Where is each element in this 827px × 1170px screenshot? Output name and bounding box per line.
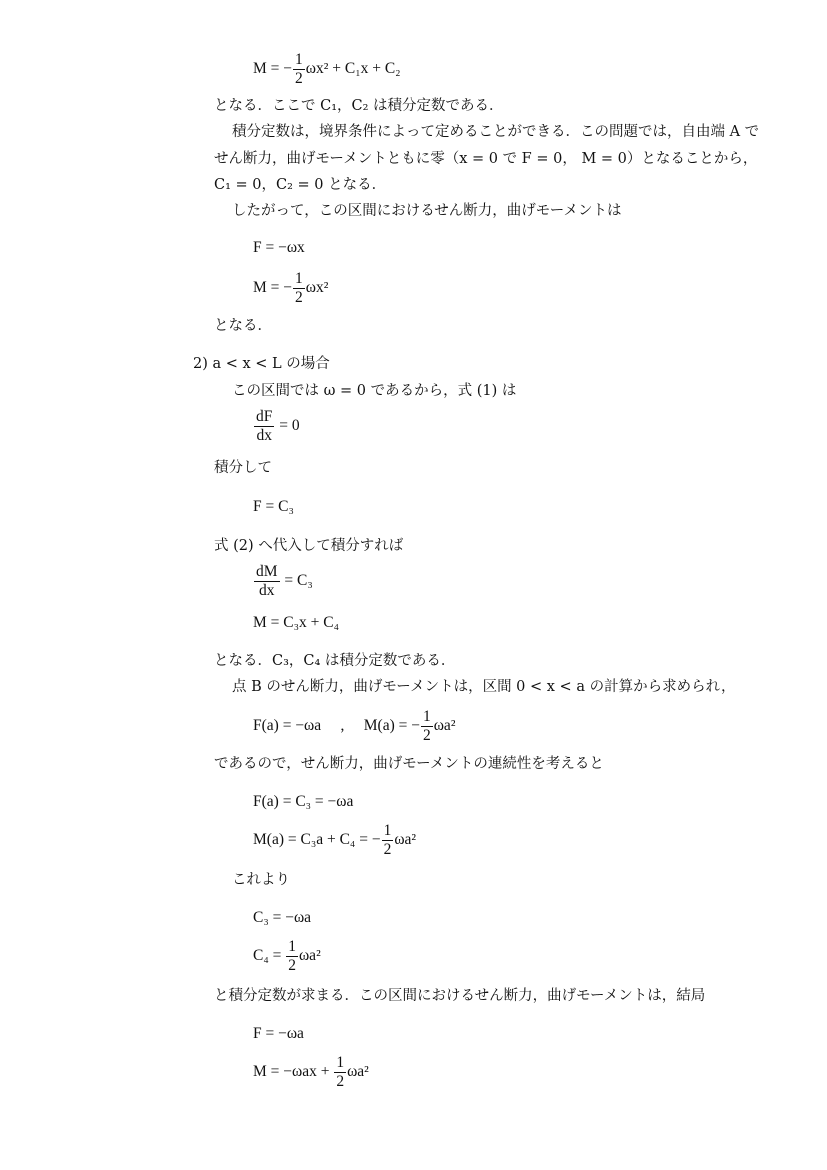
text-line: せん断力，曲げモーメントともに零（x = 0 で F = 0， M = 0）となることから， <box>214 151 758 167</box>
fraction-half: $\frac{1}{2}$ <box>288 938 296 974</box>
text-line: この区間では ω = 0 であるから，式 (1) は <box>232 383 517 399</box>
equation-F-continuity: F(a) = C₃ = −ωa <box>253 793 354 810</box>
fraction-half: $\frac{1}{2}$ <box>295 270 303 306</box>
text-line: と積分定数が求まる．この区間におけるせん断力，曲げモーメントは，結局 <box>214 988 706 1004</box>
fraction-half: $\frac{1}{2}$ <box>422 708 431 744</box>
text-line: これより <box>232 872 290 888</box>
equation-F-C3: F = C₃ <box>253 498 294 515</box>
fraction-half: $\frac{1}{2}$ <box>383 822 392 858</box>
text-line: であるので，せん断力，曲げモーメントの連続性を考えると <box>214 756 604 772</box>
text-line: となる．ここで C₁，C₂ は積分定数である． <box>214 98 504 114</box>
fraction-half: $\frac{1}{2}$ <box>336 1054 345 1090</box>
equation-moment-section2: M = −ωax + $\frac{1}{2}$ ωa² <box>253 1054 369 1090</box>
equation-C4: C₄ = $\frac{1}{2}$ ωa² <box>253 938 321 974</box>
eq-text: M = − <box>253 60 293 77</box>
text-line: となる． <box>214 318 272 334</box>
text-line: 積分定数は，境界条件によって定めることができる．この問題では，自由端 A で <box>232 124 760 140</box>
equation-shear-section2: F = −ωa <box>253 1025 304 1042</box>
equation-C3: C₃ = −ωa <box>253 909 312 926</box>
text-line: 点 B のせん断力，曲げモーメントは，区間 0 < x < a の計算から求められ， <box>232 679 736 695</box>
equation-moment-section1: M = − $\frac{1}{2}$ ωx² <box>253 270 329 306</box>
equation-point-B: F(a) = −ωa , M(a) = − $\frac{1}{2}$ ωa² <box>253 708 456 744</box>
equation-dM-dx: $\frac{dM}{dx}$ = C₃ <box>256 563 313 599</box>
equation-dF-dx: $\frac{dF}{dx}$ = 0 <box>256 408 300 444</box>
text-line: 積分して <box>214 460 272 476</box>
text-line: したがって，この区間におけるせん断力，曲げモーメントは <box>232 203 622 219</box>
text-line: C₁ = 0，C₂ = 0 となる． <box>214 177 387 193</box>
text-line: となる．C₃，C₄ は積分定数である． <box>214 653 456 669</box>
equation-shear-section1: F = −ωx <box>253 239 305 256</box>
section-heading: 2) a < x < L の場合 <box>193 356 330 372</box>
equation-moment-general <box>253 52 401 86</box>
fraction-half: $\frac{1}{2}$ <box>295 51 303 87</box>
eq-text: ωx² + C₁x + C₂ <box>305 60 401 77</box>
text-line: 式 (2) へ代入して積分すれば <box>214 538 404 554</box>
fraction-derivative: $\frac{dM}{dx}$ <box>256 563 278 599</box>
equation-M-continuity: M(a) = C₃a + C₄ = − $\frac{1}{2}$ ωa² <box>253 822 417 858</box>
equation-M-C3x-C4: M = C₃x + C₄ <box>253 614 339 631</box>
fraction-derivative: $\frac{dF}{dx}$ <box>256 408 273 444</box>
